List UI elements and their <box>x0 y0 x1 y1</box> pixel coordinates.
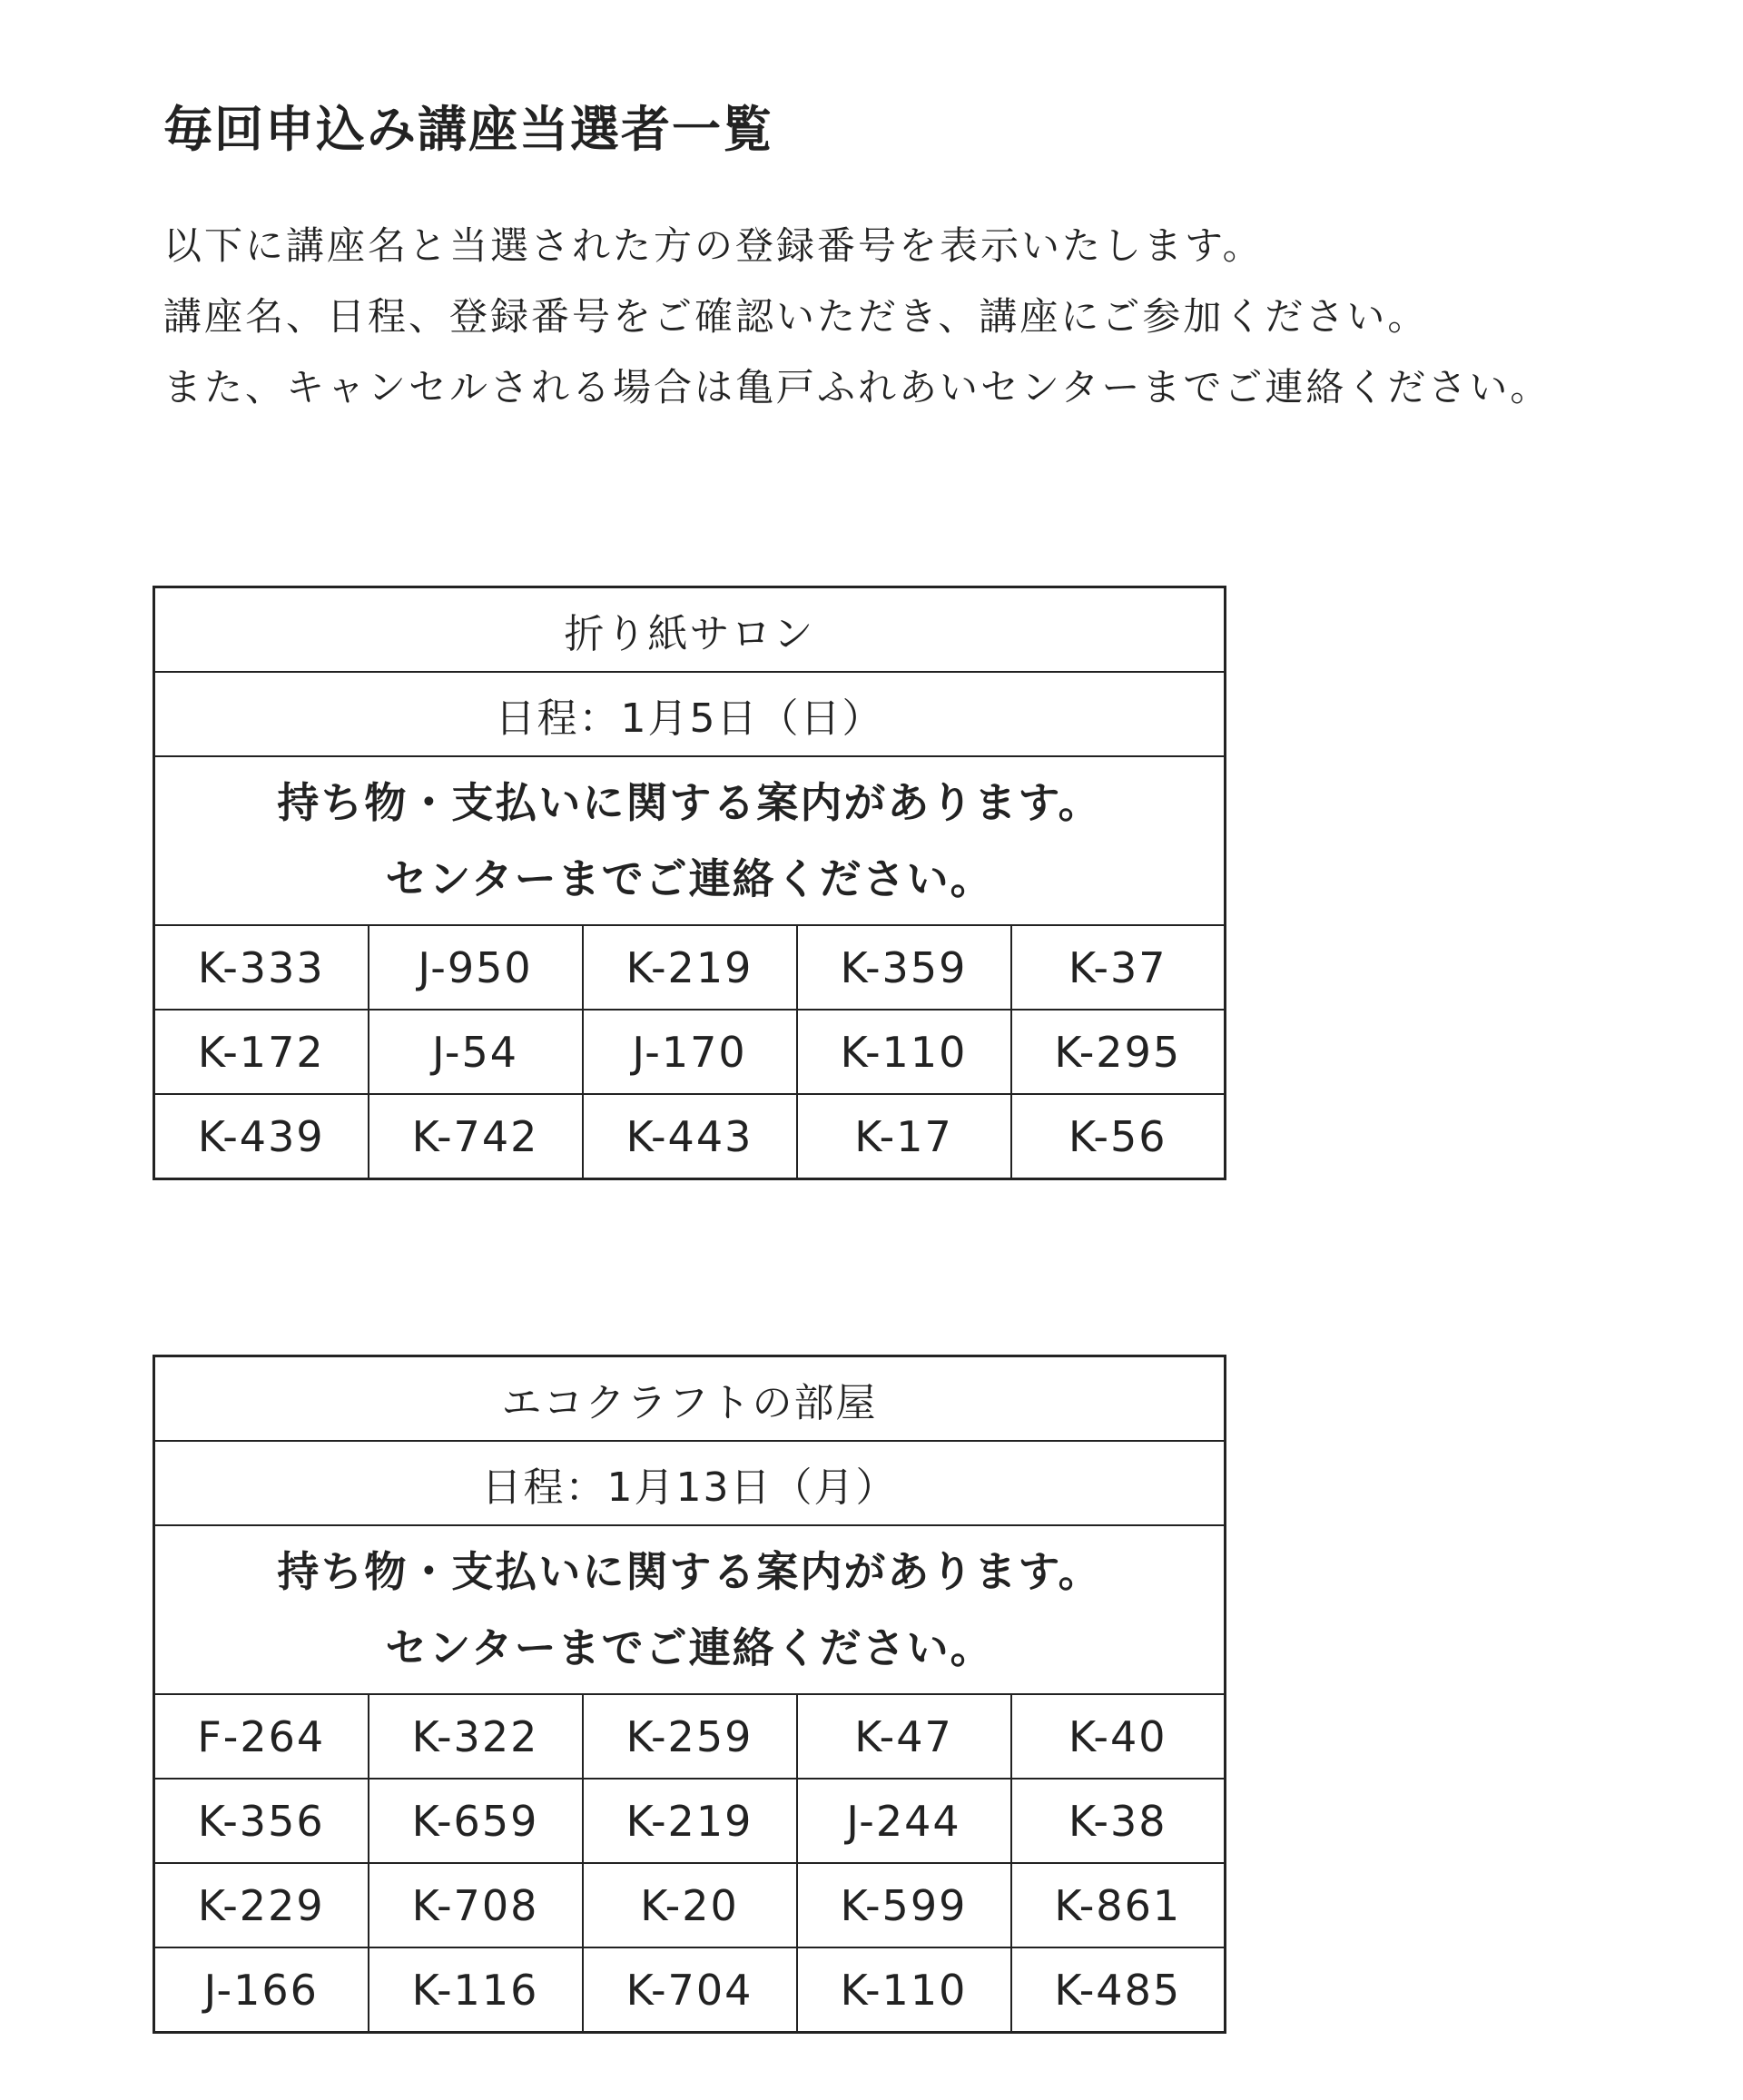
winner-code: K-704 <box>583 1947 797 2033</box>
winner-code: K-20 <box>583 1863 797 1947</box>
winner-code: K-485 <box>1011 1947 1226 2033</box>
winner-code: F-264 <box>154 1694 369 1779</box>
winner-row <box>154 1779 1226 1863</box>
winner-code: K-742 <box>369 1094 583 1179</box>
course-table-ecocraft <box>153 1355 1226 2034</box>
winner-code: K-229 <box>154 1863 369 1947</box>
intro-text <box>163 211 1551 423</box>
page-title: 毎回申込み講座当選者一覧 <box>163 101 773 158</box>
winner-code: K-47 <box>797 1694 1011 1779</box>
course-schedule: 日程：1月13日（月） <box>154 1441 1226 1525</box>
course-schedule: 日程：1月5日（日） <box>154 672 1226 756</box>
winner-row <box>154 1010 1226 1094</box>
course-name-row <box>154 587 1226 673</box>
intro-line: 以下に講座名と当選された方の登録番号を表示いたします。 <box>163 223 1264 268</box>
course-notice <box>154 756 1226 925</box>
winner-code: J-170 <box>583 1010 797 1094</box>
course-name: エコクラフトの部屋 <box>154 1356 1226 1442</box>
winner-code: K-17 <box>797 1094 1011 1179</box>
course-table-origami <box>153 586 1226 1180</box>
winner-code: K-259 <box>583 1694 797 1779</box>
course-schedule-row <box>154 1441 1226 1525</box>
winner-code: J-54 <box>369 1010 583 1094</box>
course-name: 折り紙サロン <box>154 587 1226 673</box>
winner-code: K-110 <box>797 1010 1011 1094</box>
winner-row <box>154 925 1226 1010</box>
winner-code: K-659 <box>369 1779 583 1863</box>
notice-line: 持ち物・支払いに関する案内があります。 <box>277 1547 1102 1596</box>
winner-code: K-359 <box>797 925 1011 1010</box>
winner-code: K-443 <box>583 1094 797 1179</box>
course-notice-row <box>154 1525 1226 1694</box>
winner-code: K-116 <box>369 1947 583 2033</box>
intro-line: 講座名、日程、登録番号をご確認いただき、講座にご参加ください。 <box>163 294 1429 339</box>
winner-code: K-708 <box>369 1863 583 1947</box>
winner-code: K-37 <box>1011 925 1226 1010</box>
winner-row <box>154 1694 1226 1779</box>
winner-code: K-56 <box>1011 1094 1226 1179</box>
course-notice <box>154 1525 1226 1694</box>
winner-code: J-244 <box>797 1779 1011 1863</box>
winner-row <box>154 1863 1226 1947</box>
winner-code: K-219 <box>583 1779 797 1863</box>
winner-code: K-219 <box>583 925 797 1010</box>
notice-line: 持ち物・支払いに関する案内があります。 <box>277 778 1102 827</box>
winner-code: J-950 <box>369 925 583 1010</box>
winner-code: K-439 <box>154 1094 369 1179</box>
course-notice-row <box>154 756 1226 925</box>
winner-code: K-333 <box>154 925 369 1010</box>
winner-row <box>154 1094 1226 1179</box>
notice-line: センターまでご連絡ください。 <box>385 1623 994 1672</box>
winner-code: K-40 <box>1011 1694 1226 1779</box>
notice-line: センターまでご連絡ください。 <box>385 854 994 903</box>
winner-code: K-172 <box>154 1010 369 1094</box>
course-schedule-row <box>154 672 1226 756</box>
winner-row <box>154 1947 1226 2033</box>
winner-code: K-322 <box>369 1694 583 1779</box>
winner-code: K-295 <box>1011 1010 1226 1094</box>
winner-code: K-110 <box>797 1947 1011 2033</box>
winner-code: K-861 <box>1011 1863 1226 1947</box>
intro-line: また、キャンセルされる場合は亀戸ふれあいセンターまでご連絡ください。 <box>163 365 1551 409</box>
winner-code: J-166 <box>154 1947 369 2033</box>
course-name-row <box>154 1356 1226 1442</box>
winner-code: K-356 <box>154 1779 369 1863</box>
winner-code: K-38 <box>1011 1779 1226 1863</box>
winner-code: K-599 <box>797 1863 1011 1947</box>
